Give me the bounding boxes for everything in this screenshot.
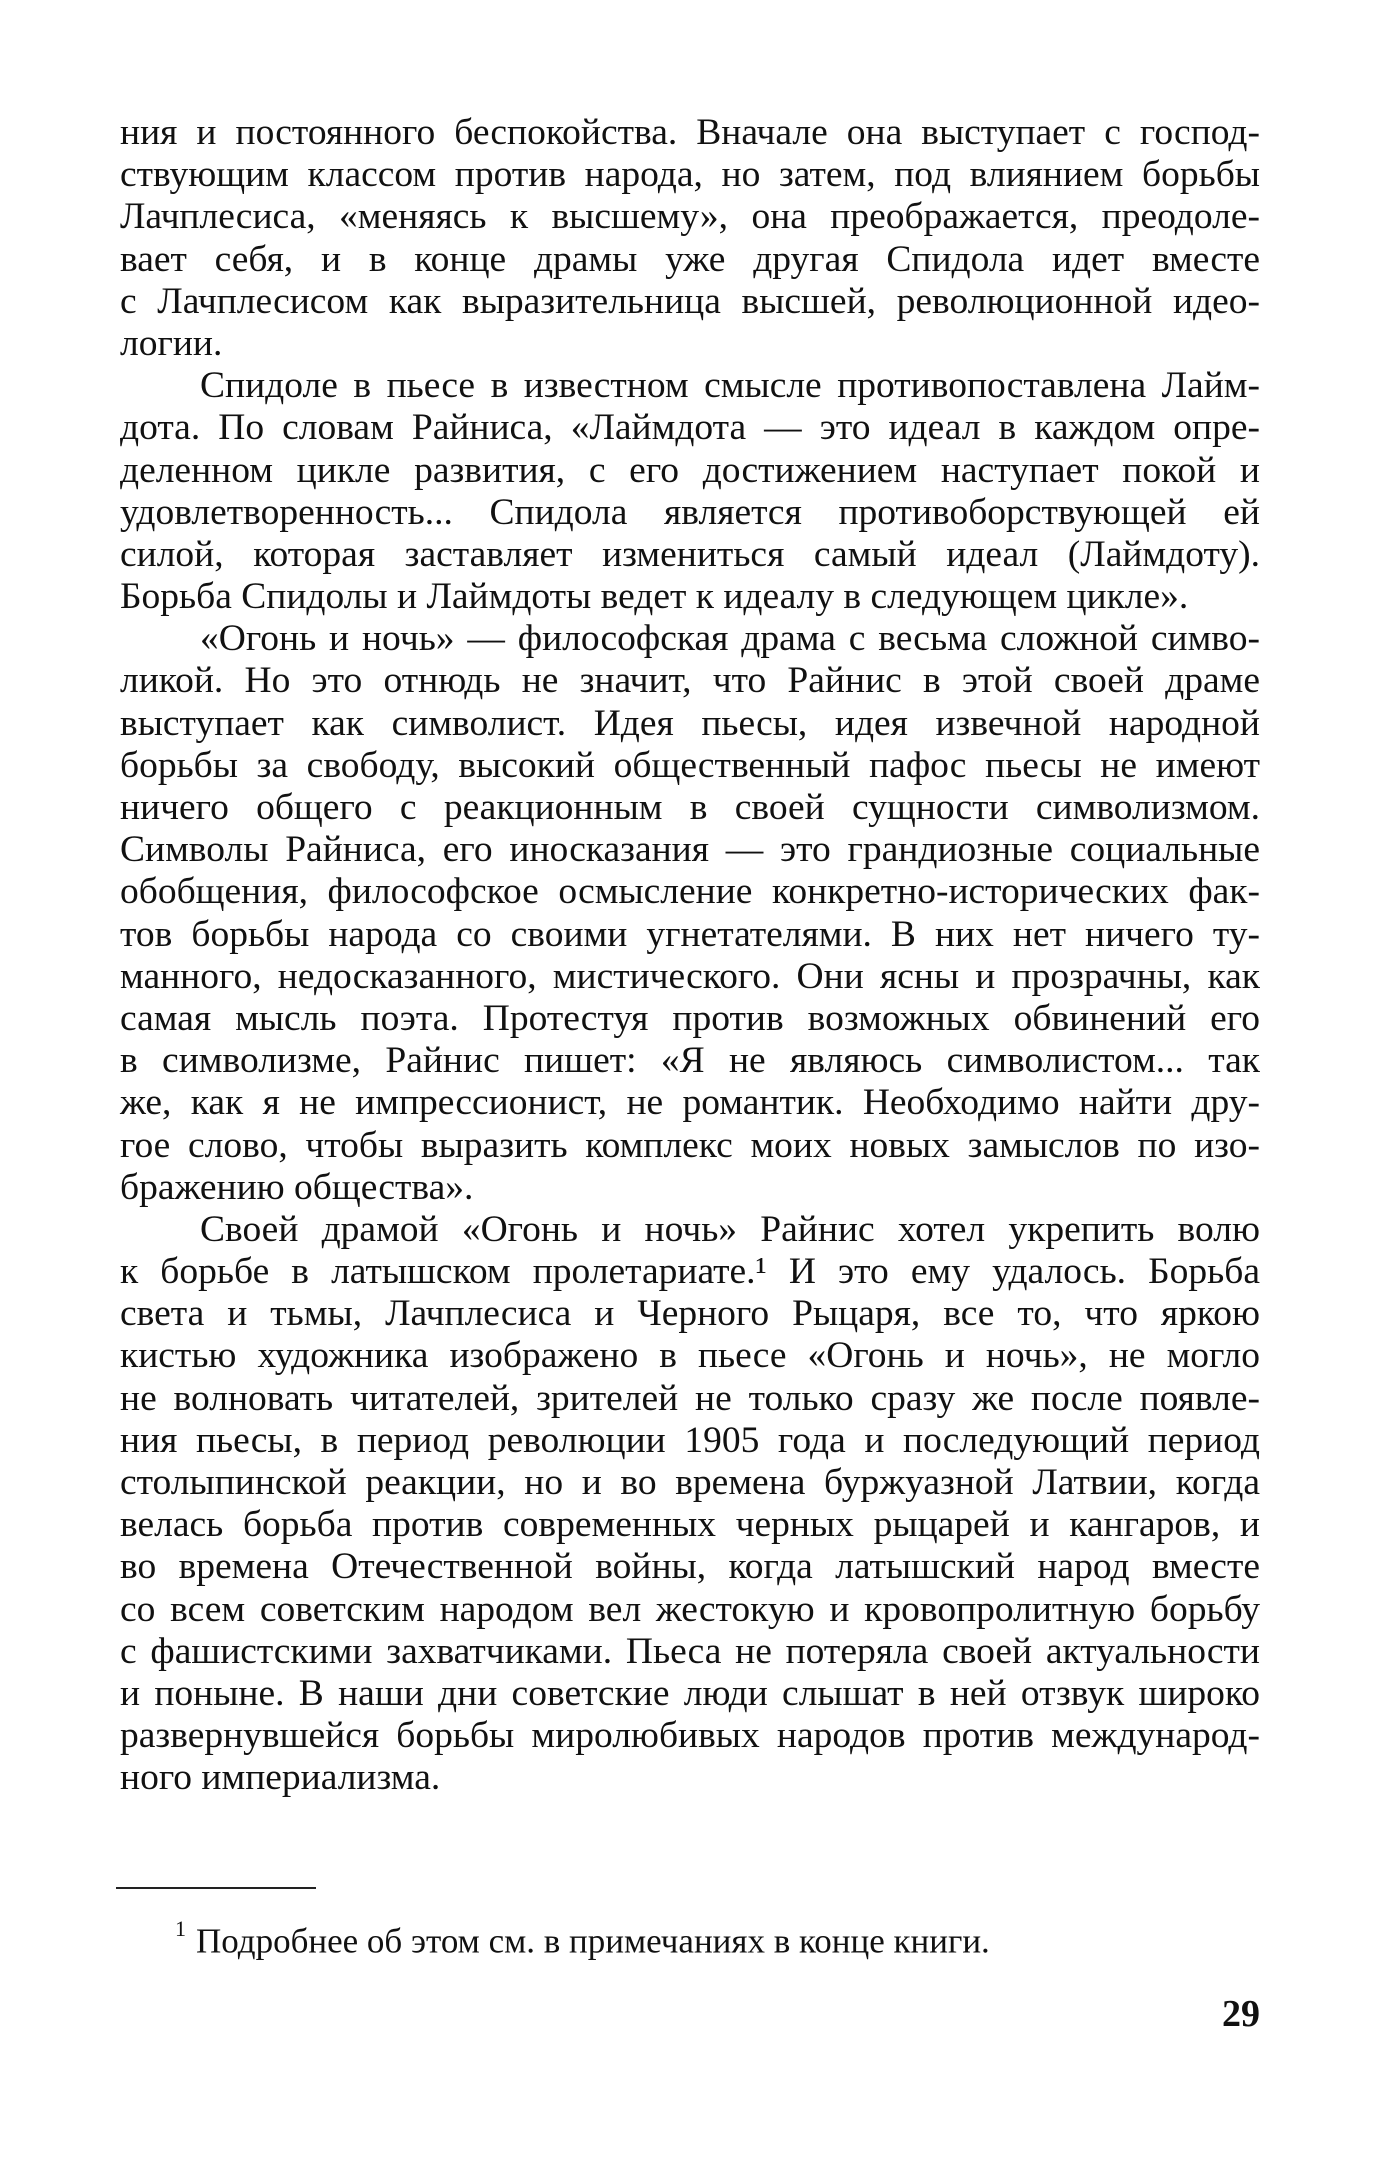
text-line: кистью художника изображено в пьесе «Огонь и ночь», не могло [120, 1335, 1260, 1377]
text-line: борьбы за свободу, высокий общественный пафос пьесы не имеют [120, 744, 1260, 786]
text-line: Спидоле в пьесе в известном смысле противопоставлена Лайм- [200, 365, 1260, 407]
text-line: Борьба Спидолы и Лаймдоты ведет к идеалу в следующем цикле». [120, 576, 1189, 618]
text-line: Лачплесиса, «меняясь к высшему», она преображается, преодоле- [120, 196, 1260, 238]
footnote-separator [116, 1887, 316, 1889]
text-line: дота. По словам Райниса, «Лаймдота — это идеал в каждом опре- [120, 407, 1260, 449]
footnote-text: Подробнее об этом см. в примечаниях в конце книги. [196, 1921, 990, 1961]
text-line: ствующим классом против народа, но затем, под влиянием борьбы [120, 154, 1260, 196]
text-line: силой, которая заставляет измениться самый идеал (Лаймдоту). [120, 533, 1260, 575]
text-line: самая мысль поэта. Протестуя против возможных обвинений его [120, 997, 1260, 1039]
text-line: выступает как символист. Идея пьесы, идея извечной народной [120, 702, 1260, 744]
text-line: с Лачплесисом как выразительница высшей, революционной идео- [120, 280, 1260, 322]
text-line: манного, недосказанного, мистического. Они ясны и прозрачны, как [120, 955, 1260, 997]
text-line: света и тьмы, Лачплесиса и Черного Рыцаря, все то, что яркою [120, 1293, 1260, 1335]
text-line: и поныне. В наши дни советские люди слышат в ней отзвук широко [120, 1672, 1260, 1714]
text-line: во времена Отечественной войны, когда латышский народ вместе [120, 1546, 1260, 1588]
page-number: 29 [1222, 1993, 1260, 2035]
text-line: развернувшейся борьбы миролюбивых народов против международ- [120, 1715, 1260, 1757]
text-line: обобщения, философское осмысление конкретно-исторических фак- [120, 871, 1260, 913]
text-line: Символы Райниса, его иносказания — это грандиозные социальные [120, 829, 1260, 871]
text-line: к борьбе в латышском пролетариате.¹ И это ему удалось. Борьба [120, 1251, 1260, 1293]
text-line: бражению общества». [120, 1166, 474, 1208]
text-line: вает себя, и в конце драмы уже другая Спидола идет вместе [120, 238, 1260, 280]
text-line: удовлетворенность... Спидола является противоборствующей ей [120, 491, 1260, 533]
text-line: не волновать читателей, зрителей не только сразу же после появле- [120, 1377, 1260, 1419]
text-line: велась борьба против современных черных рыцарей и кангаров, и [120, 1504, 1260, 1546]
text-line: тов борьбы народа со своими угнетателями. В них нет ничего ту- [120, 913, 1260, 955]
text-line: ния пьесы, в период революции 1905 года и последующий период [120, 1419, 1260, 1461]
text-line: ликой. Но это отнюдь не значит, что Райнис в этой своей драме [120, 660, 1260, 702]
text-line: в символизме, Райнис пишет: «Я не являюсь символистом... так [120, 1040, 1260, 1082]
footnote [175, 1912, 1175, 1963]
footnote-marker: 1 [175, 1916, 186, 1941]
text-line: ничего общего с реакционным в своей сущности символизмом. [120, 787, 1260, 828]
text-line: гое слово, чтобы выразить комплекс моих новых замыслов по изо- [120, 1124, 1260, 1166]
text-line: с фашистскими захватчиками. Пьеса не потеряла своей актуальности [120, 1630, 1260, 1672]
text-line: «Огонь и ночь» — философская драма с весьма сложной симво- [200, 618, 1260, 660]
text-line: столыпинской реакции, но и во времена буржуазной Латвии, когда [120, 1462, 1260, 1503]
text-line: ного империализма. [120, 1757, 441, 1799]
text-line: логии. [120, 322, 223, 364]
body-text [120, 112, 1260, 1800]
text-line: Своей драмой «Огонь и ночь» Райнис хотел укрепить волю [200, 1208, 1260, 1250]
text-line: ния и постоянного беспокойства. Вначале она выступает с господ- [120, 112, 1260, 153]
text-line: со всем советским народом вел жестокую и кровопролитную борьбу [120, 1588, 1260, 1630]
text-line: деленном цикле развития, с его достижением наступает покой и [120, 449, 1260, 491]
text-line: же, как я не импрессионист, не романтик. Необходимо найти дру- [120, 1082, 1260, 1124]
